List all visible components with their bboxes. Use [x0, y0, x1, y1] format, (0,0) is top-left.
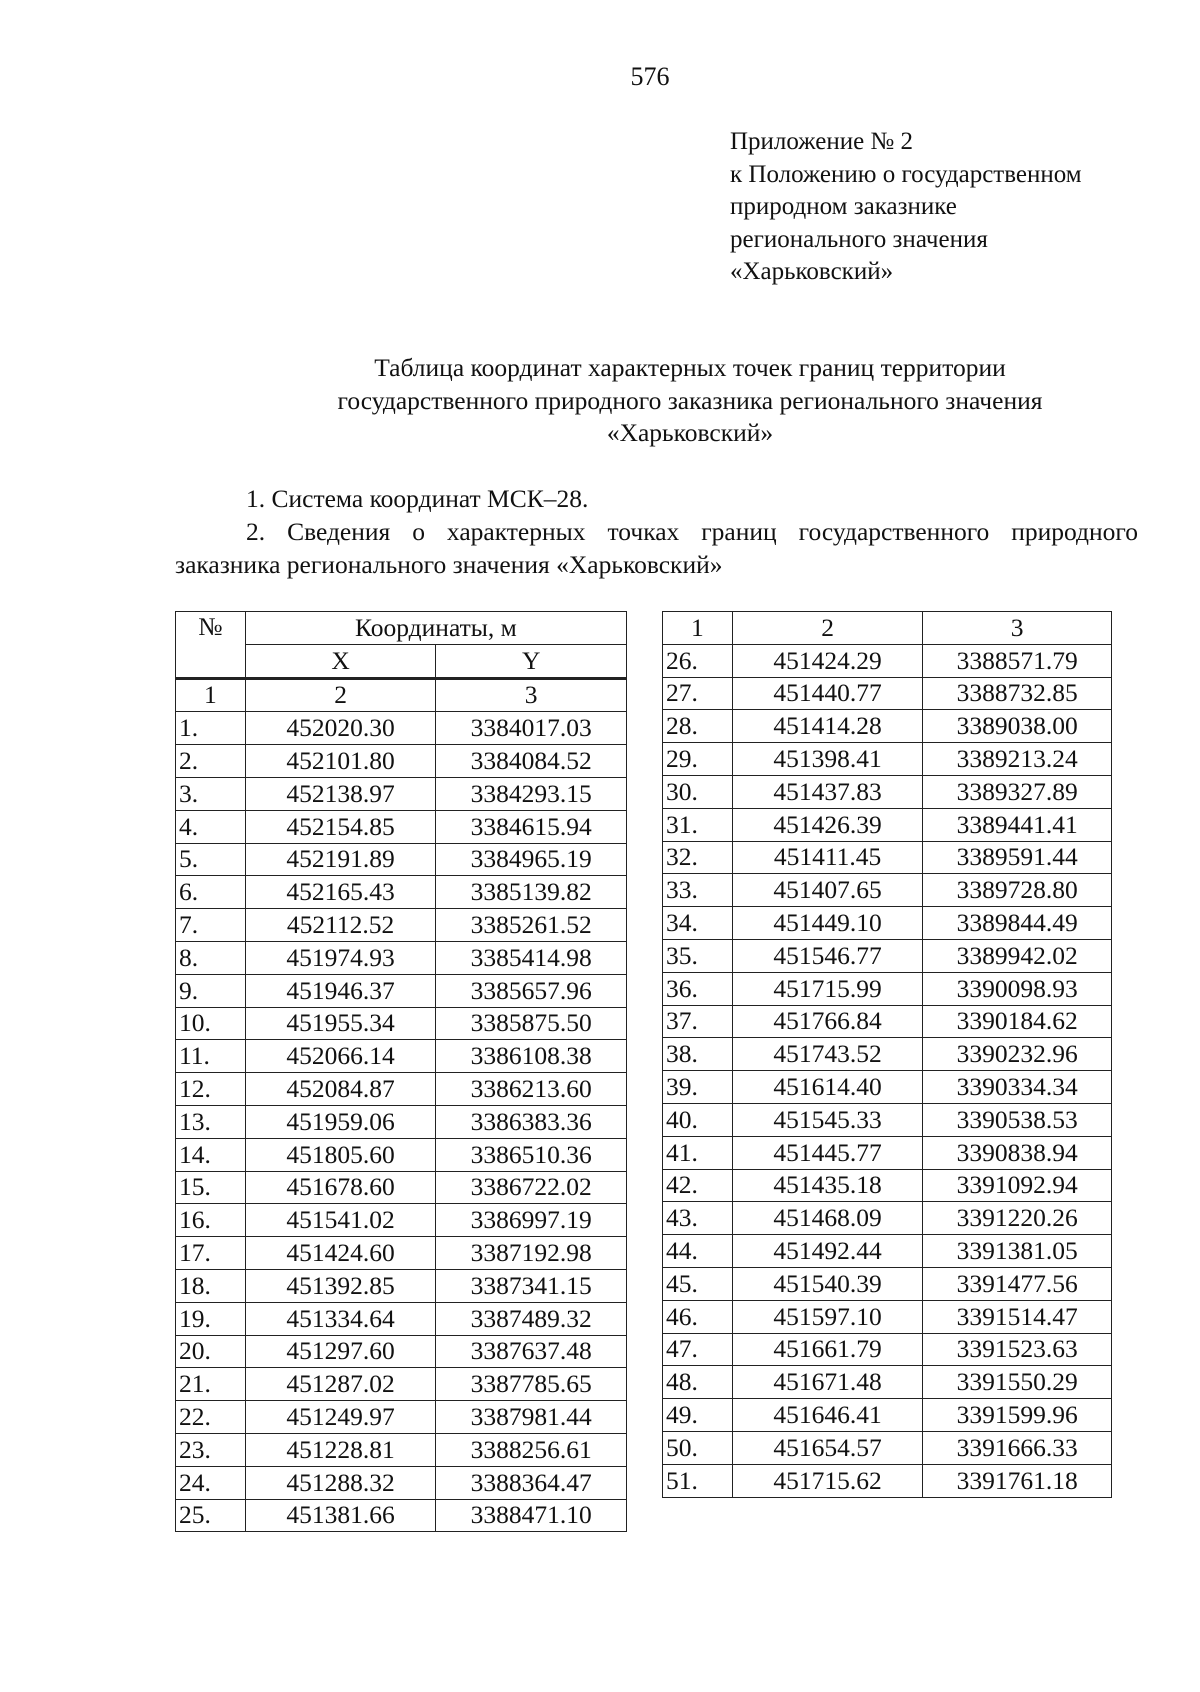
- table-row: [176, 1302, 627, 1335]
- x-coordinate: 452066.14: [245, 1040, 436, 1073]
- column-number-row: [663, 612, 1112, 645]
- x-coordinate: 451411.45: [732, 841, 923, 874]
- point-number: 26.: [663, 644, 733, 677]
- point-number: 9.: [176, 974, 246, 1007]
- y-coordinate: 3386383.36: [436, 1105, 627, 1138]
- x-coordinate: 452165.43: [245, 876, 436, 909]
- table-row: [176, 1105, 627, 1138]
- x-coordinate: 451661.79: [732, 1333, 923, 1366]
- x-coordinate: 451959.06: [245, 1105, 436, 1138]
- x-coordinate: 451955.34: [245, 1007, 436, 1040]
- header-row: [176, 612, 627, 645]
- point-number: 12.: [176, 1073, 246, 1106]
- point-number: 46.: [663, 1300, 733, 1333]
- x-coordinate: 451426.39: [732, 808, 923, 841]
- table-row: [663, 1267, 1112, 1300]
- x-coordinate: 451715.62: [732, 1464, 923, 1497]
- point-number: 7.: [176, 909, 246, 942]
- y-coordinate: 3384017.03: [436, 712, 627, 745]
- y-coordinate: 3386722.02: [436, 1171, 627, 1204]
- y-coordinate: 3385261.52: [436, 909, 627, 942]
- point-number: 45.: [663, 1267, 733, 1300]
- point-number: 47.: [663, 1333, 733, 1366]
- table-row: [176, 1040, 627, 1073]
- y-coordinate: 3391381.05: [923, 1235, 1112, 1268]
- x-coordinate: 451678.60: [245, 1171, 436, 1204]
- y-coordinate: 3389844.49: [923, 907, 1112, 940]
- x-coordinate: 452020.30: [245, 712, 436, 745]
- table-row: [663, 907, 1112, 940]
- x-coordinate: 451381.66: [245, 1499, 436, 1532]
- title-line: государственного природного заказника регионального значения: [337, 385, 1043, 415]
- point-number: 1.: [176, 712, 246, 745]
- y-coordinate: 3387489.32: [436, 1302, 627, 1335]
- y-coordinate: 3391523.63: [923, 1333, 1112, 1366]
- point-number: 16.: [176, 1204, 246, 1237]
- table-row: [176, 1237, 627, 1270]
- point-number: 19.: [176, 1302, 246, 1335]
- x-coordinate: 452101.80: [245, 745, 436, 778]
- point-number: 6.: [176, 876, 246, 909]
- x-coordinate: 451646.41: [732, 1399, 923, 1432]
- table-row: [663, 1202, 1112, 1235]
- x-coordinate: 452191.89: [245, 843, 436, 876]
- table-row: [176, 712, 627, 745]
- y-coordinate: 3389327.89: [923, 775, 1112, 808]
- y-coordinate: 3386213.60: [436, 1073, 627, 1106]
- table-row: [176, 909, 627, 942]
- y-coordinate: 3389942.02: [923, 939, 1112, 972]
- column-number-row: [176, 678, 627, 712]
- x-coordinate: 451805.60: [245, 1138, 436, 1171]
- table-row: [663, 644, 1112, 677]
- x-coordinate: 452138.97: [245, 777, 436, 810]
- point-number: 50.: [663, 1431, 733, 1464]
- y-coordinate: 3390838.94: [923, 1136, 1112, 1169]
- y-coordinate: 3388732.85: [923, 677, 1112, 710]
- y-coordinate: 3384084.52: [436, 745, 627, 778]
- header-no: №: [176, 612, 246, 679]
- table-row: [176, 1368, 627, 1401]
- y-coordinate: 3384293.15: [436, 777, 627, 810]
- y-coordinate: 3387981.44: [436, 1401, 627, 1434]
- x-coordinate: 451392.85: [245, 1269, 436, 1302]
- table-row: [176, 1466, 627, 1499]
- y-coordinate: 3391761.18: [923, 1464, 1112, 1497]
- table-row: [176, 1401, 627, 1434]
- table-row: [176, 1433, 627, 1466]
- table-row: [176, 1499, 627, 1532]
- y-coordinate: 3391550.29: [923, 1366, 1112, 1399]
- x-coordinate: 451766.84: [732, 1005, 923, 1038]
- x-coordinate: 451424.29: [732, 644, 923, 677]
- y-coordinate: 3390098.93: [923, 972, 1112, 1005]
- point-number: 37.: [663, 1005, 733, 1038]
- point-number: 3.: [176, 777, 246, 810]
- appendix-line: Приложение № 2: [730, 128, 914, 155]
- y-coordinate: 3389728.80: [923, 874, 1112, 907]
- document-title: [175, 352, 1200, 450]
- table-row: [176, 1138, 627, 1171]
- x-coordinate: 451287.02: [245, 1368, 436, 1401]
- y-coordinate: 3384965.19: [436, 843, 627, 876]
- point-number: 21.: [176, 1368, 246, 1401]
- y-coordinate: 3384615.94: [436, 810, 627, 843]
- header-x: X: [245, 644, 436, 678]
- point-number: 43.: [663, 1202, 733, 1235]
- point-number: 10.: [176, 1007, 246, 1040]
- x-coordinate: 451440.77: [732, 677, 923, 710]
- x-coordinate: 451546.77: [732, 939, 923, 972]
- y-coordinate: 3390538.53: [923, 1103, 1112, 1136]
- x-coordinate: 452084.87: [245, 1073, 436, 1106]
- x-coordinate: 451541.02: [245, 1204, 436, 1237]
- appendix-line: регионального значения: [730, 225, 988, 253]
- appendix-line: природном заказнике: [730, 193, 957, 220]
- x-coordinate: 451407.65: [732, 874, 923, 907]
- x-coordinate: 451414.28: [732, 710, 923, 743]
- point-number: 5.: [176, 843, 246, 876]
- y-coordinate: 3386510.36: [436, 1138, 627, 1171]
- x-coordinate: 451614.40: [732, 1071, 923, 1104]
- header-y: Y: [436, 644, 627, 678]
- column-number: 3: [436, 678, 627, 712]
- y-coordinate: 3389038.00: [923, 710, 1112, 743]
- table-row: [663, 1431, 1112, 1464]
- table-row: [663, 1005, 1112, 1038]
- point-number: 41.: [663, 1136, 733, 1169]
- table-row: [663, 1333, 1112, 1366]
- point-number: 20.: [176, 1335, 246, 1368]
- x-coordinate: 451974.93: [245, 941, 436, 974]
- table-row: [176, 1073, 627, 1106]
- y-coordinate: 3385657.96: [436, 974, 627, 1007]
- table-row: [663, 743, 1112, 776]
- y-coordinate: 3391220.26: [923, 1202, 1112, 1235]
- point-number: 31.: [663, 808, 733, 841]
- point-number: 8.: [176, 941, 246, 974]
- table-row: [663, 1235, 1112, 1268]
- table-row: [663, 710, 1112, 743]
- table-row: [663, 1399, 1112, 1432]
- point-number: 14.: [176, 1138, 246, 1171]
- x-coordinate: 451334.64: [245, 1302, 436, 1335]
- table-row: [176, 876, 627, 909]
- y-coordinate: 3390232.96: [923, 1038, 1112, 1071]
- table-row: [663, 1169, 1112, 1202]
- x-coordinate: 451449.10: [732, 907, 923, 940]
- x-coordinate: 451435.18: [732, 1169, 923, 1202]
- x-coordinate: 451424.60: [245, 1237, 436, 1270]
- y-coordinate: 3387785.65: [436, 1368, 627, 1401]
- column-number: 3: [923, 612, 1112, 645]
- point-number: 38.: [663, 1038, 733, 1071]
- point-number: 34.: [663, 907, 733, 940]
- x-coordinate: 451249.97: [245, 1401, 436, 1434]
- point-number: 30.: [663, 775, 733, 808]
- point-number: 32.: [663, 841, 733, 874]
- table-row: [176, 1269, 627, 1302]
- x-coordinate: 451228.81: [245, 1433, 436, 1466]
- point-number: 48.: [663, 1366, 733, 1399]
- table-row: [663, 972, 1112, 1005]
- point-number: 42.: [663, 1169, 733, 1202]
- table-row: [176, 1335, 627, 1368]
- x-coordinate: 451492.44: [732, 1235, 923, 1268]
- table-row: [663, 1300, 1112, 1333]
- x-coordinate: 451398.41: [732, 743, 923, 776]
- column-number: 2: [245, 678, 436, 712]
- x-coordinate: 451540.39: [732, 1267, 923, 1300]
- point-number: 13.: [176, 1105, 246, 1138]
- y-coordinate: 3385875.50: [436, 1007, 627, 1040]
- point-number: 49.: [663, 1399, 733, 1432]
- point-number: 4.: [176, 810, 246, 843]
- y-coordinate: 3391092.94: [923, 1169, 1112, 1202]
- x-coordinate: 451297.60: [245, 1335, 436, 1368]
- table-row: [176, 843, 627, 876]
- point-number: 33.: [663, 874, 733, 907]
- point-number: 11.: [176, 1040, 246, 1073]
- x-coordinate: 451597.10: [732, 1300, 923, 1333]
- y-coordinate: 3390184.62: [923, 1005, 1112, 1038]
- table-row: [663, 841, 1112, 874]
- point-number: 39.: [663, 1071, 733, 1104]
- y-coordinate: 3391599.96: [923, 1399, 1112, 1432]
- y-coordinate: 3390334.34: [923, 1071, 1112, 1104]
- table-row: [176, 1204, 627, 1237]
- column-number: 1: [176, 678, 246, 712]
- y-coordinate: 3386997.19: [436, 1204, 627, 1237]
- y-coordinate: 3391666.33: [923, 1431, 1112, 1464]
- point-number: 28.: [663, 710, 733, 743]
- table-row: [176, 1171, 627, 1204]
- y-coordinate: 3386108.38: [436, 1040, 627, 1073]
- table-row: [663, 1366, 1112, 1399]
- column-number: 2: [732, 612, 923, 645]
- paragraph-boundary-points: 2. Сведения о характерных точках границ государственного природного заказника регионального значения «Харьковский»: [175, 517, 1138, 579]
- table-row: [176, 777, 627, 810]
- point-number: 24.: [176, 1466, 246, 1499]
- x-coordinate: 451671.48: [732, 1366, 923, 1399]
- point-number: 2.: [176, 745, 246, 778]
- coordinates-table-left: [175, 611, 627, 1532]
- table-row: [176, 810, 627, 843]
- x-coordinate: 451445.77: [732, 1136, 923, 1169]
- appendix-line: к Положению о государственном: [730, 160, 1082, 188]
- x-coordinate: 451437.83: [732, 775, 923, 808]
- point-number: 17.: [176, 1237, 246, 1270]
- y-coordinate: 3389441.41: [923, 808, 1112, 841]
- table-row: [663, 1038, 1112, 1071]
- y-coordinate: 3387637.48: [436, 1335, 627, 1368]
- table-row: [176, 1007, 627, 1040]
- x-coordinate: 451654.57: [732, 1431, 923, 1464]
- point-number: 44.: [663, 1235, 733, 1268]
- point-number: 36.: [663, 972, 733, 1005]
- point-number: 22.: [176, 1401, 246, 1434]
- paragraph-coordinate-system: 1. Система координат МСК–28.: [246, 484, 589, 513]
- y-coordinate: 3389213.24: [923, 743, 1112, 776]
- point-number: 40.: [663, 1103, 733, 1136]
- table-row: [663, 1464, 1112, 1497]
- point-number: 25.: [176, 1499, 246, 1532]
- table-row: [176, 941, 627, 974]
- page-number: 576: [630, 62, 670, 91]
- x-coordinate: 451743.52: [732, 1038, 923, 1071]
- coordinates-table-right: [662, 611, 1112, 1498]
- point-number: 35.: [663, 939, 733, 972]
- point-number: 23.: [176, 1433, 246, 1466]
- y-coordinate: 3388256.61: [436, 1433, 627, 1466]
- table-row: [663, 939, 1112, 972]
- table-row: [663, 775, 1112, 808]
- table-row: [663, 808, 1112, 841]
- table-row: [663, 677, 1112, 710]
- table-row: [663, 874, 1112, 907]
- table-row: [663, 1071, 1112, 1104]
- table-row: [663, 1136, 1112, 1169]
- column-number: 1: [663, 612, 733, 645]
- header-coordinates: Координаты, м: [245, 612, 626, 645]
- table-row: [176, 745, 627, 778]
- point-number: 18.: [176, 1269, 246, 1302]
- y-coordinate: 3391477.56: [923, 1267, 1112, 1300]
- title-line: «Харьковский»: [606, 418, 774, 447]
- appendix-line: «Харьковский»: [730, 258, 894, 285]
- point-number: 27.: [663, 677, 733, 710]
- x-coordinate: 451715.99: [732, 972, 923, 1005]
- y-coordinate: 3389591.44: [923, 841, 1112, 874]
- x-coordinate: 451468.09: [732, 1202, 923, 1235]
- y-coordinate: 3385139.82: [436, 876, 627, 909]
- y-coordinate: 3388364.47: [436, 1466, 627, 1499]
- appendix-heading: [730, 126, 1082, 289]
- x-coordinate: 451545.33: [732, 1103, 923, 1136]
- x-coordinate: 451946.37: [245, 974, 436, 1007]
- title-line: Таблица координат характерных точек границ территории: [374, 353, 1006, 382]
- point-number: 15.: [176, 1171, 246, 1204]
- y-coordinate: 3388471.10: [436, 1499, 627, 1532]
- table-row: [663, 1103, 1112, 1136]
- y-coordinate: 3387192.98: [436, 1237, 627, 1270]
- y-coordinate: 3388571.79: [923, 644, 1112, 677]
- y-coordinate: 3385414.98: [436, 941, 627, 974]
- x-coordinate: 452154.85: [245, 810, 436, 843]
- x-coordinate: 451288.32: [245, 1466, 436, 1499]
- y-coordinate: 3391514.47: [923, 1300, 1112, 1333]
- y-coordinate: 3387341.15: [436, 1269, 627, 1302]
- point-number: 29.: [663, 743, 733, 776]
- point-number: 51.: [663, 1464, 733, 1497]
- table-row: [176, 974, 627, 1007]
- x-coordinate: 452112.52: [245, 909, 436, 942]
